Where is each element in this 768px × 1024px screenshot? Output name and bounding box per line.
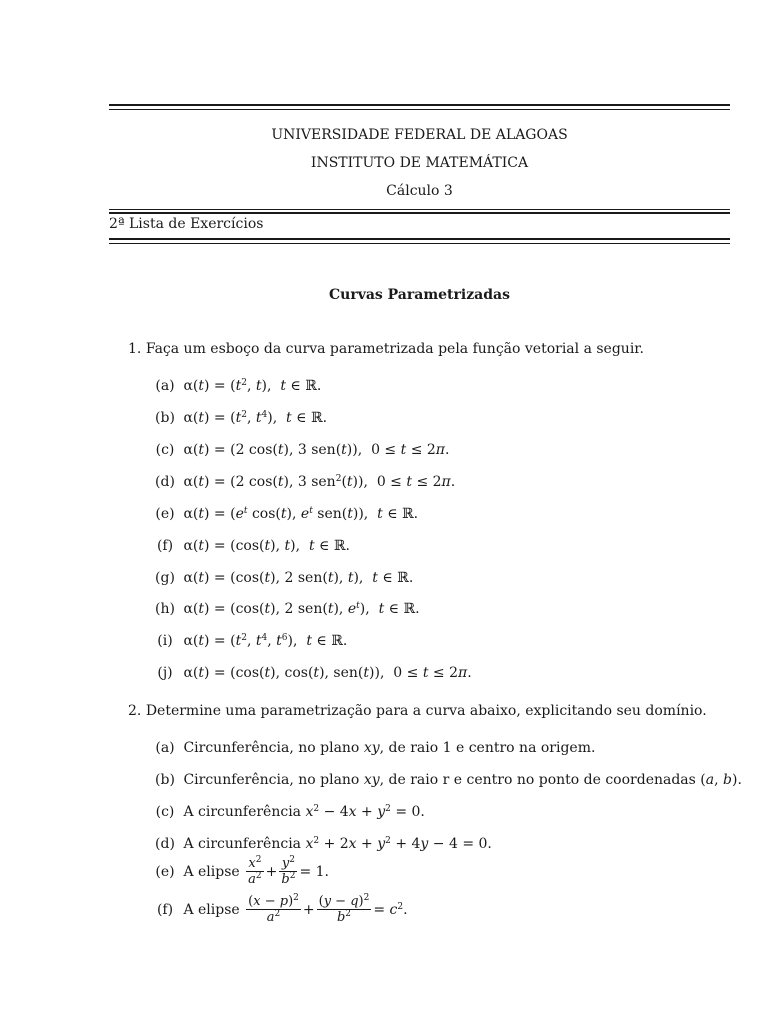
item-expression: $\alpha(t) = (t^2$, $t^4$), t ∈ ℝ. [183, 410, 328, 426]
question-text: Faça um esboço da curva parametrizada pela função vetorial a seguir. [145, 341, 644, 357]
exercise-item [151, 894, 408, 925]
item-expression: A circunferência $x^2 - 4x + y^2 = 0$. [183, 804, 425, 820]
top-rule-inner [109, 109, 730, 110]
item-label: (d) [155, 836, 175, 852]
fraction: $\frac{x^2}{a^2}$ [248, 855, 262, 887]
exercise-item [151, 740, 595, 756]
mid-rule [109, 212, 730, 214]
item-label: (e) [155, 863, 175, 880]
item-expression: A elipse $\frac{x^2}{a^2}$ + $\frac{y^2}{b^2}$ = 1. [183, 855, 329, 887]
fraction: $\frac{(x - p)^2}{a^2}$ [248, 893, 299, 925]
item-label: (e) [155, 506, 175, 522]
top-rule [109, 104, 730, 106]
item-label: (a) [155, 378, 175, 394]
item-expression: $\alpha(t) = (e^t$ cos(t), $e^t$ sen(t)), t ∈ ℝ. [183, 506, 419, 522]
bottom-rule [109, 238, 730, 240]
exercise-item [151, 836, 492, 852]
item-expression: Circunferência, no plano xy, de raio 1 e centro na origem. [183, 740, 596, 756]
item-expression: A elipse $\frac{(x - p)^2}{a^2}$ + $\frac{(y - q)^2}{b^2}$ = $c^2$. [183, 893, 408, 925]
exercise-item [151, 442, 449, 458]
question-1 [128, 341, 644, 357]
bottom-rule-inner [109, 243, 730, 244]
item-expression: α(t) = (2 cos(t), 3 sen(t)), 0 ≤ t ≤ 2π. [183, 442, 450, 458]
institute-name: INSTITUTO DE MATEMÁTICA [310, 155, 529, 171]
item-label: (a) [155, 740, 175, 756]
question-number: 2. [128, 703, 142, 719]
question-text: Determine uma parametrização para a curva abaixo, explicitando seu domínio. [145, 703, 707, 719]
item-expression: A circunferência $x^2 + 2x + y^2 + 4y - 4 = 0$. [183, 836, 492, 852]
item-expression: Circunferência, no plano xy, de raio r e centro no ponto de coordenadas (a, b). [183, 772, 742, 788]
fraction: $\frac{(y - q)^2}{b^2}$ [318, 893, 370, 925]
item-expression: α(t) = (cos(t), t), t ∈ ℝ. [183, 538, 350, 554]
question-2 [128, 703, 707, 719]
item-label: (j) [157, 665, 173, 681]
item-label: (c) [155, 442, 175, 458]
item-expression: α(t) = (2 cos(t), 3 sen$^2$(t)), 0 ≤ t ≤ 2π. [183, 474, 456, 490]
exercise-item [151, 601, 420, 617]
exercise-item [151, 378, 321, 394]
item-label: (c) [155, 804, 175, 820]
exercise-item [151, 856, 329, 887]
mid-rule-outer [109, 209, 730, 210]
exercise-item [151, 506, 418, 522]
exercise-item [151, 633, 347, 649]
university-name: UNIVERSIDADE FEDERAL DE ALAGOAS [271, 127, 568, 143]
section-title: Curvas Parametrizadas [329, 287, 510, 303]
item-label: (h) [155, 601, 175, 617]
item-label: (f) [156, 901, 174, 918]
question-number: 1. [128, 341, 142, 357]
exercise-item [151, 474, 455, 490]
course-name: Cálculo 3 [386, 183, 453, 199]
exercise-item [151, 772, 742, 788]
item-expression: $\alpha(t) = (t^2$, $t^4$, $t^6$), t ∈ ℝ. [183, 633, 348, 649]
item-expression: $\alpha(t) = (t^2$, t), t ∈ ℝ. [183, 378, 322, 394]
exercise-item [151, 804, 425, 820]
exercise-item [151, 665, 472, 681]
item-label: (i) [157, 633, 173, 649]
item-expression: α(t) = (cos(t), 2 sen(t), t), t ∈ ℝ. [183, 570, 414, 586]
item-expression: α(t) = (cos(t), cos(t), sen(t)), 0 ≤ t ≤ 2π. [183, 665, 472, 681]
item-label: (f) [156, 538, 174, 554]
item-label: (b) [155, 410, 175, 426]
exercise-item [151, 570, 413, 586]
fraction: $\frac{y^2}{b^2}$ [281, 855, 296, 887]
exercise-item [151, 410, 327, 426]
item-label: (g) [155, 570, 175, 586]
list-title: 2ª Lista de Exercícios [109, 216, 264, 232]
item-expression: α(t) = (cos(t), 2 sen(t), $e^t$), t ∈ ℝ. [183, 601, 420, 617]
item-label: (d) [155, 474, 175, 490]
exercise-item [151, 538, 350, 554]
item-label: (b) [155, 772, 175, 788]
